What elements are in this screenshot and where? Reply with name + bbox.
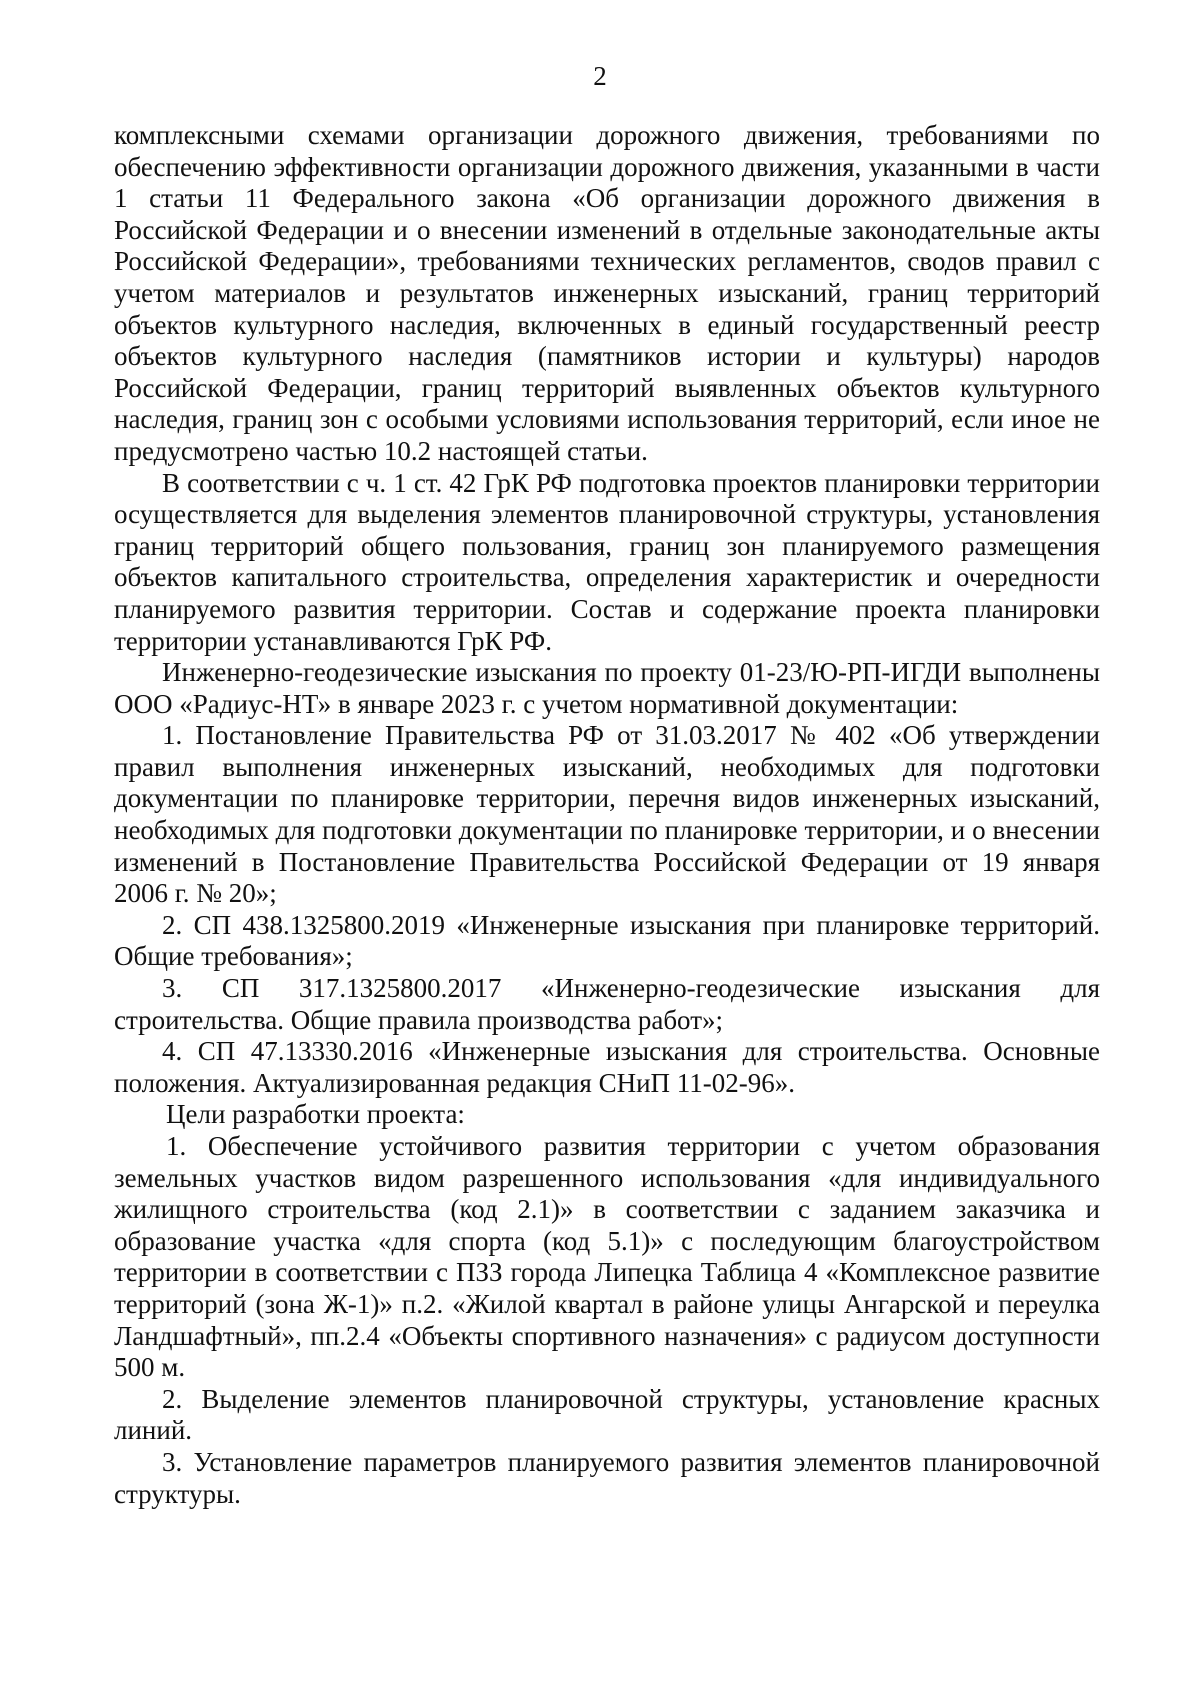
page-number: 2 [593, 61, 607, 91]
list-item-normative-4: 4. СП 47.13330.2016 «Инженерные изыскания для строительства. Основные положения. Актуализированная редакция СНиП 11-02-96». [114, 1036, 1100, 1098]
list-item-normative-1: 1. Постановление Правительства РФ от 31.03.2017 № 402 «Об утверждении правил выполнения инженерных изысканий, необходимых для подготовки документации по планировке территории, перечня видов инженерных изысканий, необходимых для подготовки документации по планировке территории, и о внесении изменений в Постановление Правительства Российской Федерации от 19 января 2006 г. № 20»; [114, 720, 1100, 909]
document-body [114, 120, 1100, 1510]
paragraph-grk-rf: В соответствии с ч. 1 ст. 42 ГрК РФ подготовка проектов планировки территории осуществляется для выделения элементов планировочной структуры, установления границ территорий общего пользования, границ зон планируемого размещения объектов капитального строительства, определения характеристик и очередности планируемого развития территории. Состав и содержание проекта планировки территории устанавливаются ГрК РФ. [114, 467, 1100, 656]
goals-heading: Цели разработки проекта: [166, 1099, 465, 1130]
list-item-goal-2: 2. Выделение элементов планировочной структуры, установление красных линий. [114, 1383, 1100, 1446]
paragraph-continuation: комплексными схемами организации дорожного движения, требованиями по обеспечению эффективности организации дорожного движения, указанными в части 1 статьи 11 Федерального закона «Об организации дорожного движения в Российской Федерации и о внесении изменений в отдельные законодательные акты Российской Федерации», требованиями технических регламентов, сводов правил с учетом материалов и результатов инженерных изысканий, границ территорий объектов культурного наследия, включенных в единый государственный реестр объектов культурного наследия (памятников истории и культуры) народов Российской Федерации, границ территорий выявленных объектов культурного наследия, границ зон с особыми условиями использования территорий, если иное не предусмотрено частью 10.2 настоящей статьи. [114, 120, 1100, 466]
list-item-normative-3: 3. СП 317.1325800.2017 «Инженерно-геодезические изыскания для строительства. Общие правила производства работ»; [114, 973, 1100, 1035]
list-item-goal-3: 3. Установление параметров планируемого развития элементов планировочной структуры. [114, 1446, 1100, 1509]
paragraph-surveys: Инженерно-геодезические изыскания по проекту 01-23/Ю-РП-ИГДИ выполнены ООО «Радиус-НТ» в январе 2023 г. с учетом нормативной документации: [114, 657, 1100, 719]
list-item-goal-1: 1. Обеспечение устойчивого развития территории с учетом образования земельных участков видом разрешенного использования «для индивидуального жилищного строительства (код 2.1)» в соответствии с заданием заказчика и образование участка «для спорта (код 5.1)» с последующим благоустройством территории в соответствии с ПЗЗ города Липецка Таблица 4 «Комплексное развитие территорий (зона Ж-1)» п.2. «Жилой квартал в районе улицы Ангарской и переулка Ландшафтный», пп.2.4 «Объекты спортивного назначения» с радиусом доступности 500 м. [114, 1131, 1100, 1383]
list-item-normative-2: 2. СП 438.1325800.2019 «Инженерные изыскания при планировке территорий. Общие требования»; [114, 909, 1100, 972]
